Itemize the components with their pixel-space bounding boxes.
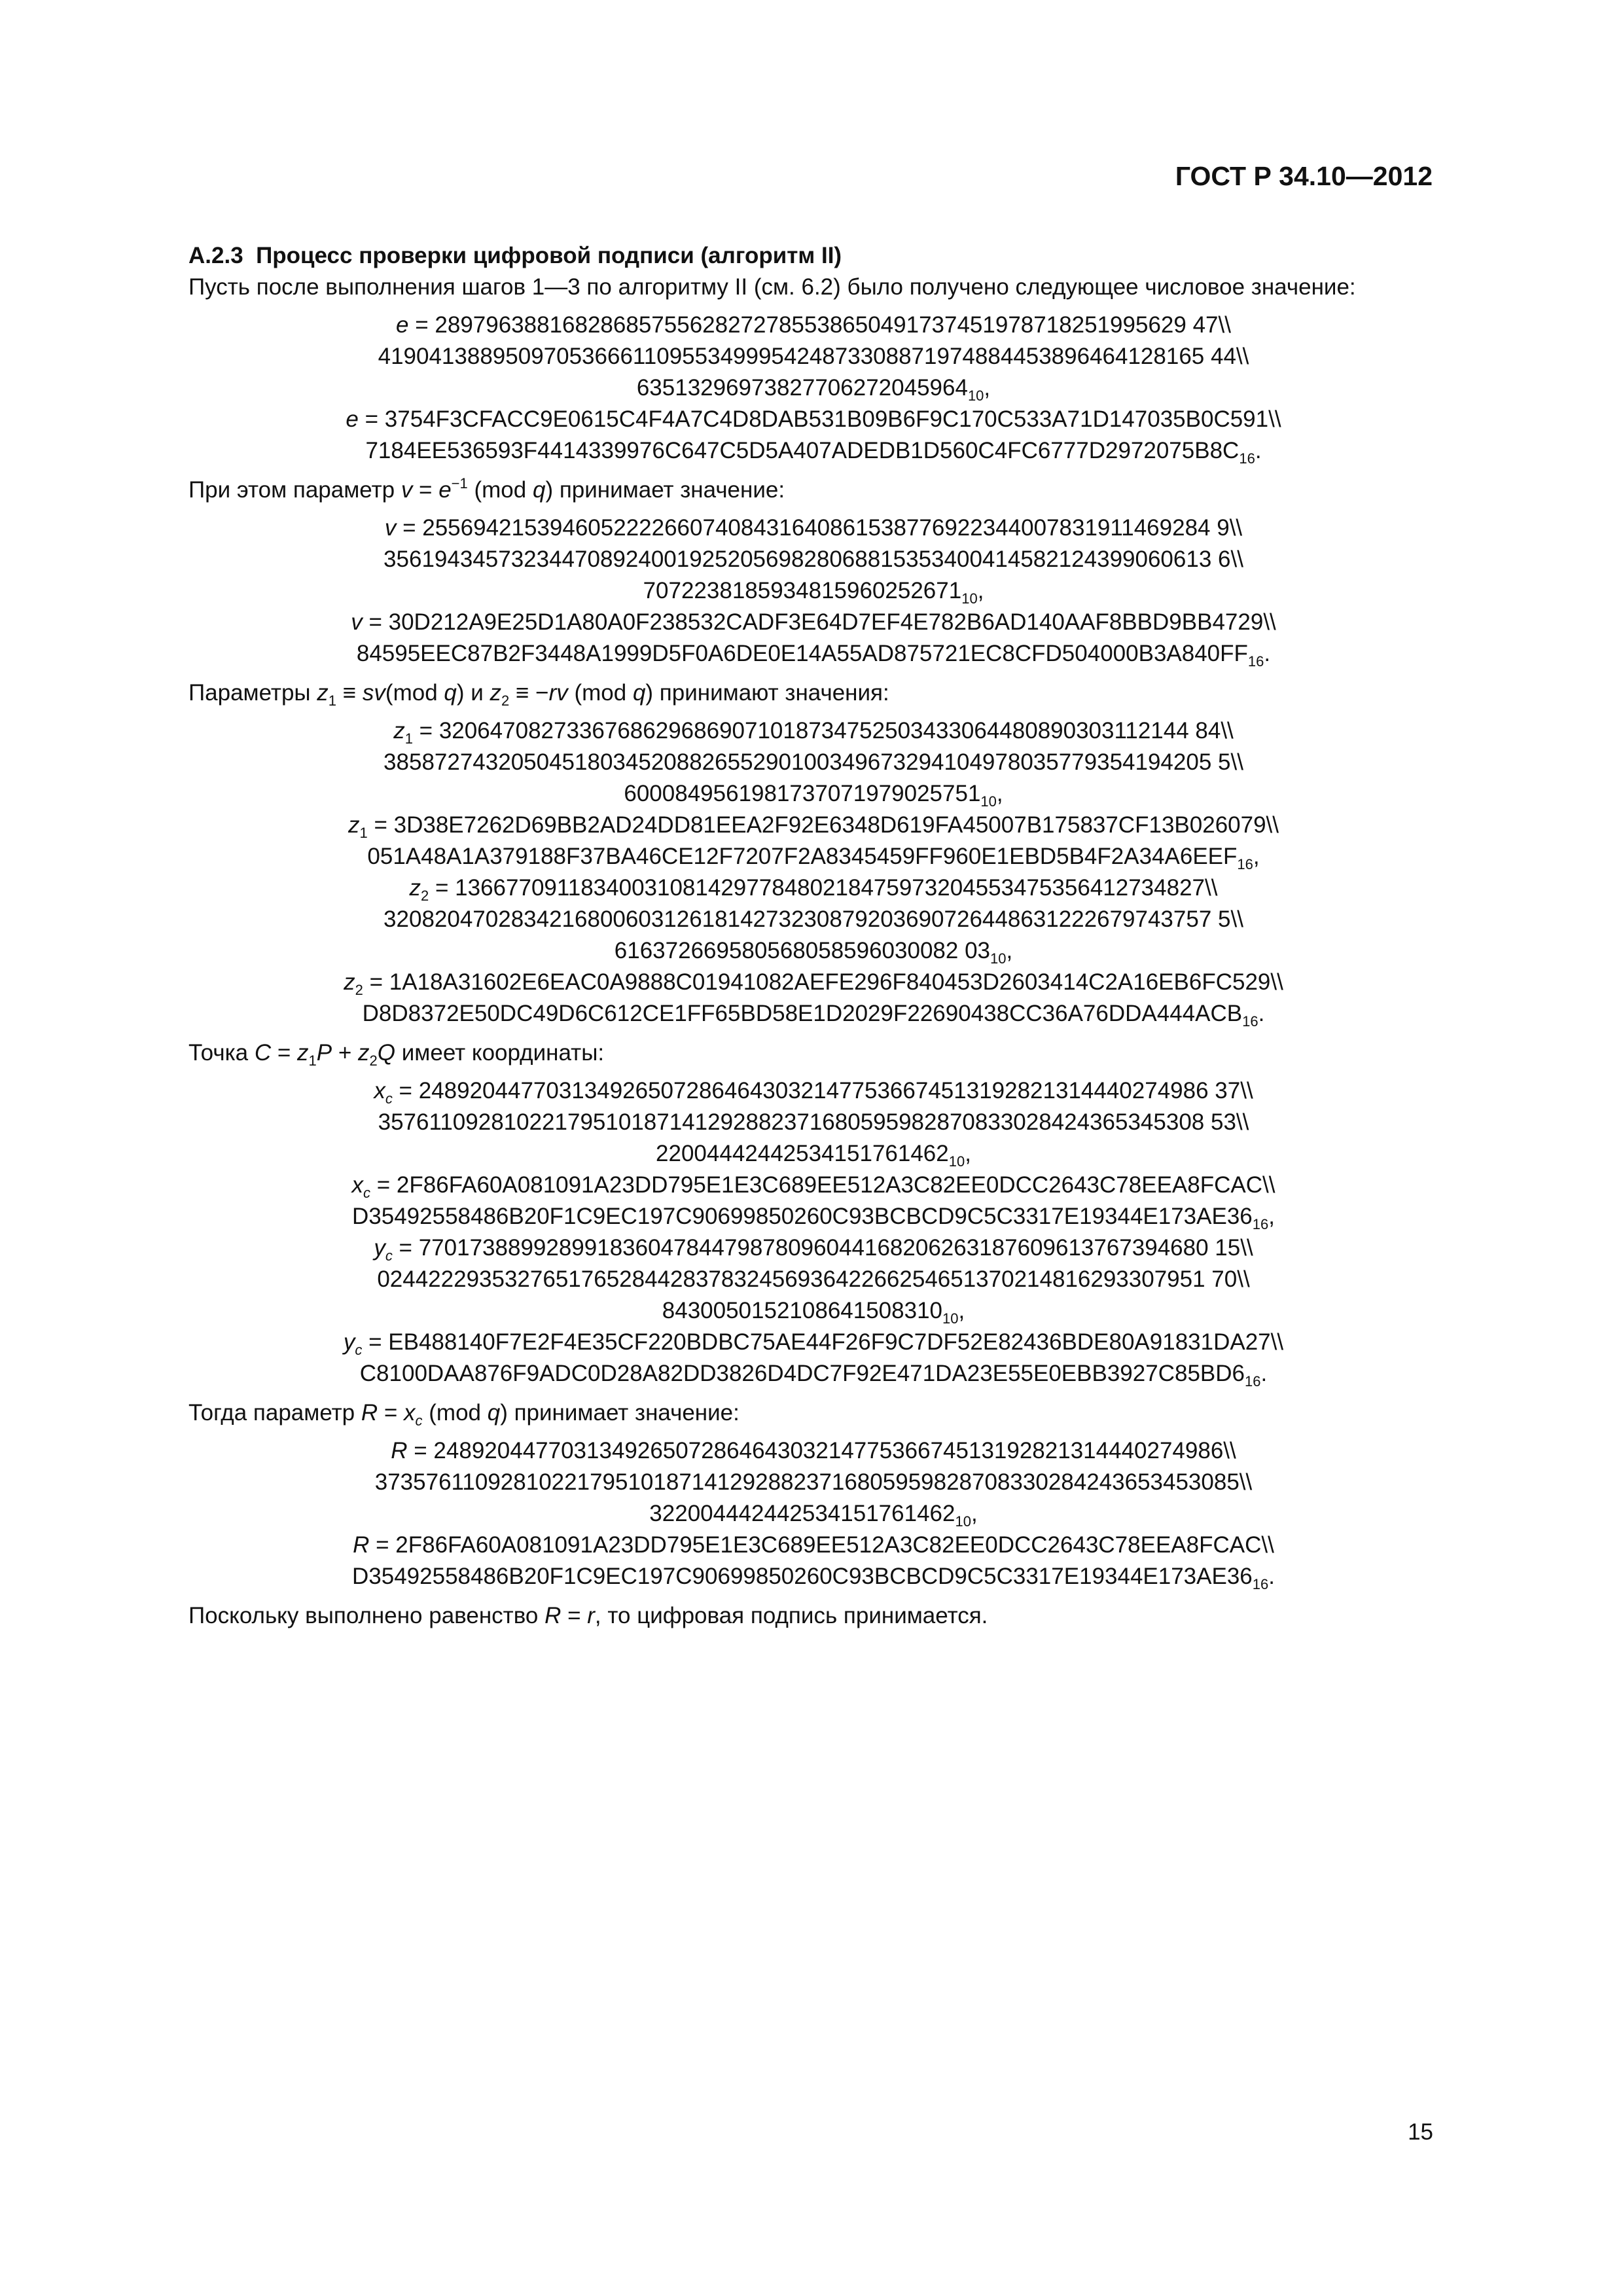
z-value-block: $z_1 = 32064708273367686296869071018734752503433064480890303112144$ 84\\ 38587274320504518034520882655290100349673294104978035779354194205 5\\ $6000849561981737071979025751_{10}$, $z_1$ = 3D38E7262D69BB2AD24DD81EEA2F92E6348D619FA45007B175837CF13B026079\\ $051A48A1A379188F37BA46CE12F7207F2A8345459FF960E1EBD5B4F2A34A6EEF_{16}$, $z_2$ = 13667709118340031081429778480218475973204553475356412734827\\ 32082047028342168006031261814273230879203690726448631222679743757 5\\ 616372669580568058596030082 $03_{10}$, $z_2$ = 1A18A31602E6EAC0A9888C01941082AEFE296F840453D2603414C2A16EB6FC529\\ $D8D8372E50DC49D6C612CE1FF65BD58E1D2029F22690438CC36A76DDA444ACB_{16}$.: [344, 718, 1283, 1030]
c-value-block: $x_c = 24892044770313492650728646430321477536674513192821314440274986$ 37\\ 35761109281022179510187141292882371680595982870833028424365345308 53\\ $22004442442534151761462_{10}$, $x_c$ = 2F86FA60A081091A23DD795E1E3C689EE512A3C82EE0DCC2643C78EEA8FCAC\\ $D35492558486B20F1C9EC197C90699850260C93BCBCD9C5C3317E19344E173AE36_{16}$, $y_c = 77017388992899183604784479878096044168206263187609613767394680$ 15\\ 02442229353276517652844283783245693642266254651370214816293307951 70\\ $8430050152108641508310_{10}$, $y_c$ = EB488140F7E2F4E35CF220BDBC75AE44F26F9C7DF52E82436BDE80A91831DA27\\ $C8100DAA876F9ADC0D28A82DD3826D4DC7F92E471DA23E55E0EBB3927C85BD6_{16}$.: [343, 1078, 1284, 1390]
z-paragraph: Параметры $z_1 \equiv sv(mod$ q) и $z_2 \equiv -rv$ (mod q) принимают значения:: [188, 680, 889, 709]
conclusion-paragraph: Поскольку выполнено равенство R = r, то цифровая подпись принимается.: [188, 1603, 988, 1628]
document-header: ГОСТ Р 34.10—2012: [1175, 161, 1433, 191]
page-body: [188, 240, 1438, 1632]
r-value-block: R = 24892044770313492650728646430321477536674513192821314440274986\\ 37357611092810221795101871412928823716805959828708330284243653453085\\ $322004442442534151761462_{10}$, R = 2F86FA60A081091A23DD795E1E3C689EE512A3C82EE0DCC2643C78EEA8FCAC\\ $D35492558486B20F1C9EC197C90699850260C93BCBCD9C5C3317E19344E173AE36_{16}$.: [352, 1438, 1275, 1592]
v-value-block: v = 25569421539460522226607408431640861538776922344007831911469284 9\\ 35619434573234470892400192520569828068815353400414582124399060613 6\\ $7072238185934815960252671_{10}$, v = 30D212A9E25D1A80A0F238532CADF3E64D7EF4E782B6AD140AAF8BBD9BB4729\\ $84595EEC87B2F3448A1999D5F0A6DE0E14A55AD875721EC8CFD504000B3A840FF_{16}$.: [351, 515, 1276, 670]
r-paragraph: Тогда параметр $R = x_c$ (mod q) принимает значение:: [188, 1400, 740, 1429]
c-paragraph: Точка $C = z_1P + z_2Q$ имеет координаты:: [188, 1040, 605, 1069]
e-value-block: e = 28979638816828685755628272785538650491737451978718251995629 47\\ 41904138895097053666110955349995424873308871974884453896464128165 44\\ $63513296973827706272045964_{10}$, e = 3754F3CFACC9E0615C4F4A7C4D8DAB531B09B6F9C170C533A71D147035B0C591\\ $7184EE536593F4414339976C647C5D5A407ADEDB1D560C4FC6777D2972075B8C_{16}$.: [346, 312, 1281, 467]
v-paragraph: При этом параметр $v = e^{-1}$ (mod q) принимает значение:: [188, 475, 785, 503]
intro-paragraph: Пусть после выполнения шагов 1—3 по алгоритму II (см. 6.2) было получено следующее числовое значение:: [188, 274, 1356, 300]
section-heading: А.2.3 Процесс проверки цифровой подписи (алгоритм II): [188, 243, 842, 268]
page-number: 15: [1408, 2119, 1433, 2145]
